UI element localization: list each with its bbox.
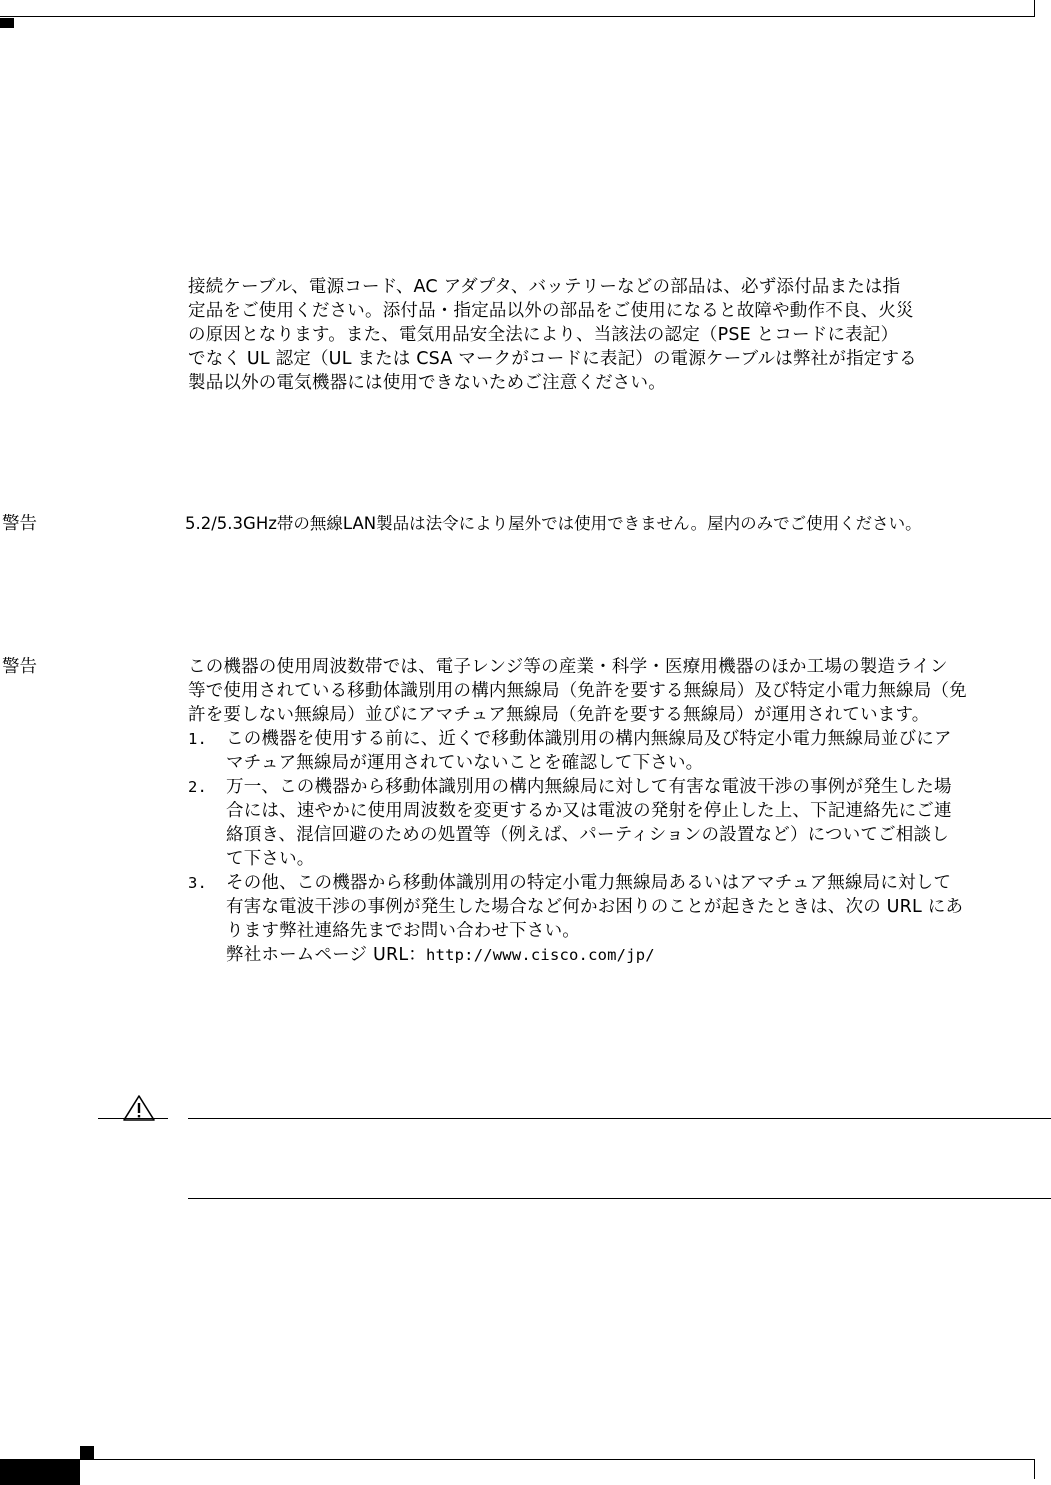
list-line: この機器を使用する前に、近くで移動体識別用の構内無線局及び特定小電力無線局並びにア: [226, 729, 952, 749]
notice-line: の原因となります。また、電気用品安全法により、当該法の認定（PSE とコードに表記）: [188, 325, 899, 345]
list-number: 2.: [188, 778, 208, 796]
caution-icon-rule: [98, 1118, 168, 1119]
intro-line: この機器の使用周波数帯では、電子レンジ等の産業・科学・医療用機器のほか工場の製造ライン: [188, 657, 948, 677]
list-line: マチュア無線局が運用されていないことを確認して下さい。: [226, 753, 704, 773]
instruction-list: [188, 727, 1018, 967]
notice-line: 定品をご使用ください。添付品・指定品以外の部品をご使用になると故障や動作不良、火災: [188, 301, 914, 321]
footer-right-tick: [1034, 1459, 1035, 1479]
warning-5ghz-line: 5.2/5.3GHz帯の無線LAN製品は法令により屋外では使用できません。屋内のみでご使用ください。: [185, 514, 922, 533]
interference-warning: [188, 655, 1018, 967]
warning-5ghz-text: [185, 512, 1045, 536]
top-right-tick: [1034, 0, 1035, 17]
notice-line: 製品以外の電気機器には使用できないためご注意ください。: [188, 373, 666, 393]
power-cable-notice: [188, 275, 1018, 395]
notice-line: 接続ケーブル、電源コード、AC アダプタ、バッテリーなどの部品は、必ず添付品または指: [188, 277, 901, 297]
list-item: [188, 775, 1018, 871]
top-left-marker: [0, 18, 14, 28]
list-line: 合には、速やかに使用周波数を変更するか又は電波の発射を停止した上、下記連絡先にご連: [226, 801, 952, 821]
notice-line: でなく UL 認定（UL または CSA マークがコードに表記）の電源ケーブルは弊社が指定する: [188, 349, 917, 369]
top-rule: [0, 16, 1035, 17]
url-line: [226, 943, 1018, 967]
list-line: 有害な電波干渉の事例が発生した場合など何かお困りのことが起きたときは、次の URL にあ: [226, 897, 964, 917]
footer-marker-small: [80, 1446, 94, 1459]
cisco-url-link[interactable]: http://www.cisco.com/jp/: [426, 946, 655, 964]
footer-page-block: [0, 1459, 80, 1485]
caution-top-rule: [188, 1118, 1051, 1119]
list-item: [188, 871, 1018, 967]
list-line: ります弊社連絡先までお問い合わせ下さい。: [226, 921, 580, 941]
list-line: その他、この機器から移動体識別用の特定小電力無線局あるいはアマチュア無線局に対して: [226, 873, 952, 893]
caution-bottom-rule: [188, 1198, 1051, 1199]
warning-label: 警告: [2, 657, 37, 677]
footer-rule: [80, 1459, 1035, 1460]
list-line: 万一、この機器から移動体識別用の構内無線局に対して有害な電波干渉の事例が発生した場: [226, 777, 952, 797]
intro-line: 許を要しない無線局）並びにアマチュア無線局（免許を要する無線局）が運用されています。: [188, 705, 930, 725]
list-number: 1.: [188, 730, 208, 748]
url-label: 弊社ホームページ URL：: [226, 945, 427, 965]
list-item: [188, 727, 1018, 775]
intro-line: 等で使用されている移動体識別用の構内無線局（免許を要する無線局）及び特定小電力無線局（免: [188, 681, 967, 701]
warning-label: 警告: [2, 514, 37, 534]
list-number: 3.: [188, 874, 208, 892]
list-line: て下さい。: [226, 849, 315, 869]
list-line: 絡頂き、混信回避のための処置等（例えば、パーティションの設置など）についてご相談し: [226, 825, 949, 845]
